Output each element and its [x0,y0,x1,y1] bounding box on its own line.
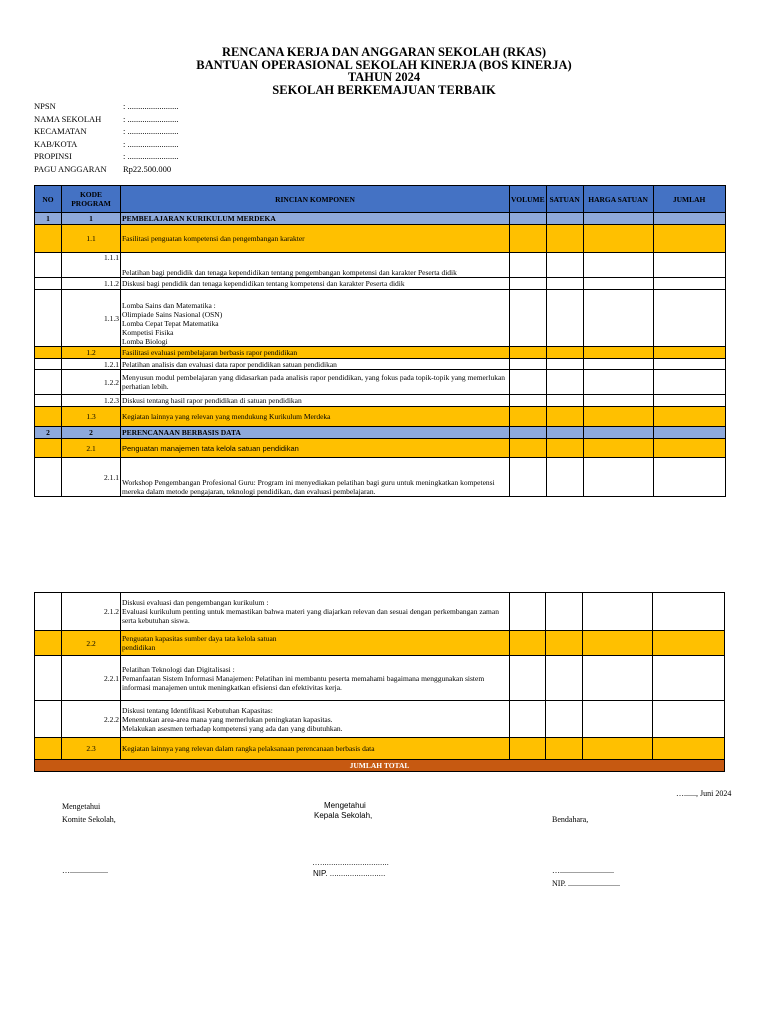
cell-rincian: PERENCANAAN BERBASIS DATA [121,427,510,439]
cell-rincian: Penguatan manajemen tata kelola satuan pendidikan [121,439,510,458]
signature-left-title: Mengetahui [62,802,101,811]
header-rincian: RINCIAN KOMPONEN [121,186,510,213]
info-row [34,113,179,126]
cell-rincian: Fasilitasi penguatan kompetensi dan pengembangan karakter [121,225,510,253]
table-row [35,701,725,738]
info-value: Rp22.500.000 [123,163,172,174]
cell-kode: 2 [62,427,121,439]
signature-mid-name: …............................... [312,858,389,867]
cell-rincian: Menyusun modul pembelajaran yang didasarkan pada analisis rapor pendidikan, yang fokus pada topik-topik yang memerlukan perhatian lebih. [121,370,510,395]
rincian-line: Kompetisi Fisika [122,328,174,337]
info-row [34,138,179,151]
cell-rincian: Pelatihan bagi pendidik dan tenaga kependidikan tentang pengembangan kompetensi dan karakter Peserta didik [121,253,510,278]
table-row [35,359,726,370]
table-row [35,395,726,407]
rincian-line: Lomba Sains dan Matematika : [122,301,216,310]
cell-kode: 1.1.3 [62,290,121,347]
rkas-table-page-1 [34,185,726,497]
cell-rincian: Penguatan kapasitas sumber daya tata kelola satuan pendidikan [121,631,510,656]
table-row [35,370,726,395]
table-row [35,213,726,225]
cell-kode: 2.2.2 [62,701,121,738]
table-row [35,631,725,656]
signature-left-name: …................... [62,866,108,875]
info-row [34,163,179,176]
cell-rincian: Workshop Pengembangan Profesional Guru: Program ini menyediakan pelatihan bagi guru untuk meningkatkan kompetensi mereka dalam metode pengajaran, teknologi pendidikan, dan evaluasi pembelajaran. [121,458,510,497]
cell-no: 1 [35,213,62,225]
info-value: : ........................ [123,126,179,136]
school-info [34,100,179,175]
cell-rincian [121,656,510,701]
cell-no: 2 [35,427,62,439]
cell-kode: 1.1.1 [62,253,121,278]
table-row [35,225,726,253]
cell-rincian: Pelatihan analisis dan evaluasi data rapor pendidikan satuan pendidikan [121,359,510,370]
info-label: KAB/KOTA [34,138,78,149]
total-row [35,760,725,772]
rincian-line: Melakukan asesmen terhadap kompetensi yang ada dan yang dibutuhkan. [122,723,343,733]
rincian-line: Diskusi tentang Identifikasi Kebutuhan Kapasitas: [122,705,273,715]
cell-rincian: Diskusi tentang hasil rapor pendidikan di satuan pendidikan [121,395,510,407]
header-no: NO [35,186,62,213]
table-row [35,738,725,760]
info-row [34,100,179,113]
signature-mid-role: Kepala Sekolah, [314,811,373,820]
rincian-line: Lomba Biologi [122,337,168,346]
header-harga: HARGA SATUAN [583,186,653,213]
info-label: PROPINSI [34,151,72,161]
document-title [0,46,768,96]
signature-left-role: Komite Sekolah, [62,815,116,824]
signature-mid-nip: NIP. ......................... [313,869,386,878]
cell-kode: 2.3 [62,738,121,760]
info-label: PAGU ANGGARAN [34,163,107,174]
rincian-line: Pemanfaatan Sistem Informasi Manajemen: Pelatihan ini membantu peserta memahami bagaimana menggunakan sistem informasi manajemen untuk meningkatkan efisiensi dan efektivitas kerja. [122,673,485,692]
title-line-2: BANTUAN OPERASIONAL SEKOLAH KINERJA (BOS KINERJA) [196,57,572,72]
info-label: NAMA SEKOLAH [34,113,102,124]
title-line-3: TAHUN 2024 [347,70,421,84]
header-satuan: SATUAN [546,186,583,213]
cell-rincian: Kegiatan lainnya yang relevan dalam rangka pelaksanaan perencanaan berbasis data [121,738,510,760]
table-row [35,253,726,278]
rincian-line: Lomba Cepat Tepat Matematika [122,319,219,328]
cell-kode: 1.3 [62,407,121,427]
signature-mid-title: Mengetahui [324,801,366,810]
header-kode: KODE PROGRAM [62,186,121,213]
title-line-4: SEKOLAH BERKEMAJUAN TERBAIK [272,82,496,97]
cell-kode: 1 [62,213,121,225]
info-value: : ........................ [123,138,179,149]
table-row [35,347,726,359]
cell-kode: 2.1.1 [62,458,121,497]
signature-right-role: Bendahara, [552,815,589,824]
signature-right-nip: NIP. .......................... [552,879,621,888]
table-row [35,593,725,631]
header-jumlah: JUMLAH [653,186,725,213]
info-value: : ........................ [123,151,179,161]
table-row [35,278,726,290]
cell-kode: 1.1 [62,225,121,253]
table-row [35,656,725,701]
title-line-1: RENCANA KERJA DAN ANGGARAN SEKOLAH (RKAS) [222,45,546,59]
table-header-row [35,186,726,213]
cell-kode: 1.1.2 [62,278,121,290]
cell-kode: 2.1.2 [62,593,121,631]
table-row [35,290,726,347]
header-volume: VOLUME [510,186,547,213]
cell-rincian [121,593,510,631]
signature-date: …......, Juni 2024 [676,789,732,798]
info-label: NPSN [34,101,56,111]
rkas-table-page-2 [34,592,725,772]
signature-right-name: …........................... [552,866,614,875]
info-row [34,150,179,163]
cell-kode: 1.2 [62,347,121,359]
cell-rincian: Kegiatan lainnya yang relevan yang mendukung Kurikulum Merdeka [121,407,510,427]
total-label: JUMLAH TOTAL [35,760,725,772]
cell-rincian: Diskusi bagi pendidik dan tenaga kependidikan tentang kompetensi dan karakter Peserta didik [121,278,510,290]
cell-rincian [121,290,510,347]
cell-kode: 2.1 [62,439,121,458]
cell-rincian: Fasilitasi evaluasi pembelajaran berbasis rapor pendidikan [121,347,510,359]
rincian-line: Olimpiade Sains Nasional (OSN) [122,310,223,319]
table-row [35,427,726,439]
rincian-line: Pelatihan Teknologi dan Digitalisasi : [122,664,235,674]
cell-kode: 1.2.2 [62,370,121,395]
cell-kode: 1.2.3 [62,395,121,407]
cell-kode: 2.2.1 [62,656,121,701]
table-row [35,458,726,497]
rincian-line: Evaluasi kurikulum penting untuk memastikan bahwa materi yang diajarkan relevan dan sesuai dengan perkembangan zaman serta kebutuhan siswa. [122,607,499,625]
info-value: : ........................ [123,101,179,111]
table-row [35,407,726,427]
cell-rincian [121,701,510,738]
table-row [35,439,726,458]
rincian-line: Menentukan area-area mana yang memerlukan peningkatan kapasitas. [122,714,333,724]
info-value: : ........................ [123,113,179,124]
cell-rincian: PEMBELAJARAN KURIKULUM MERDEKA [121,213,510,225]
cell-kode: 1.2.1 [62,359,121,370]
info-label: KECAMATAN [34,126,87,136]
rincian-line: Diskusi evaluasi dan pengembangan kurikulum : [122,598,269,607]
cell-kode: 2.2 [62,631,121,656]
info-row [34,125,179,138]
